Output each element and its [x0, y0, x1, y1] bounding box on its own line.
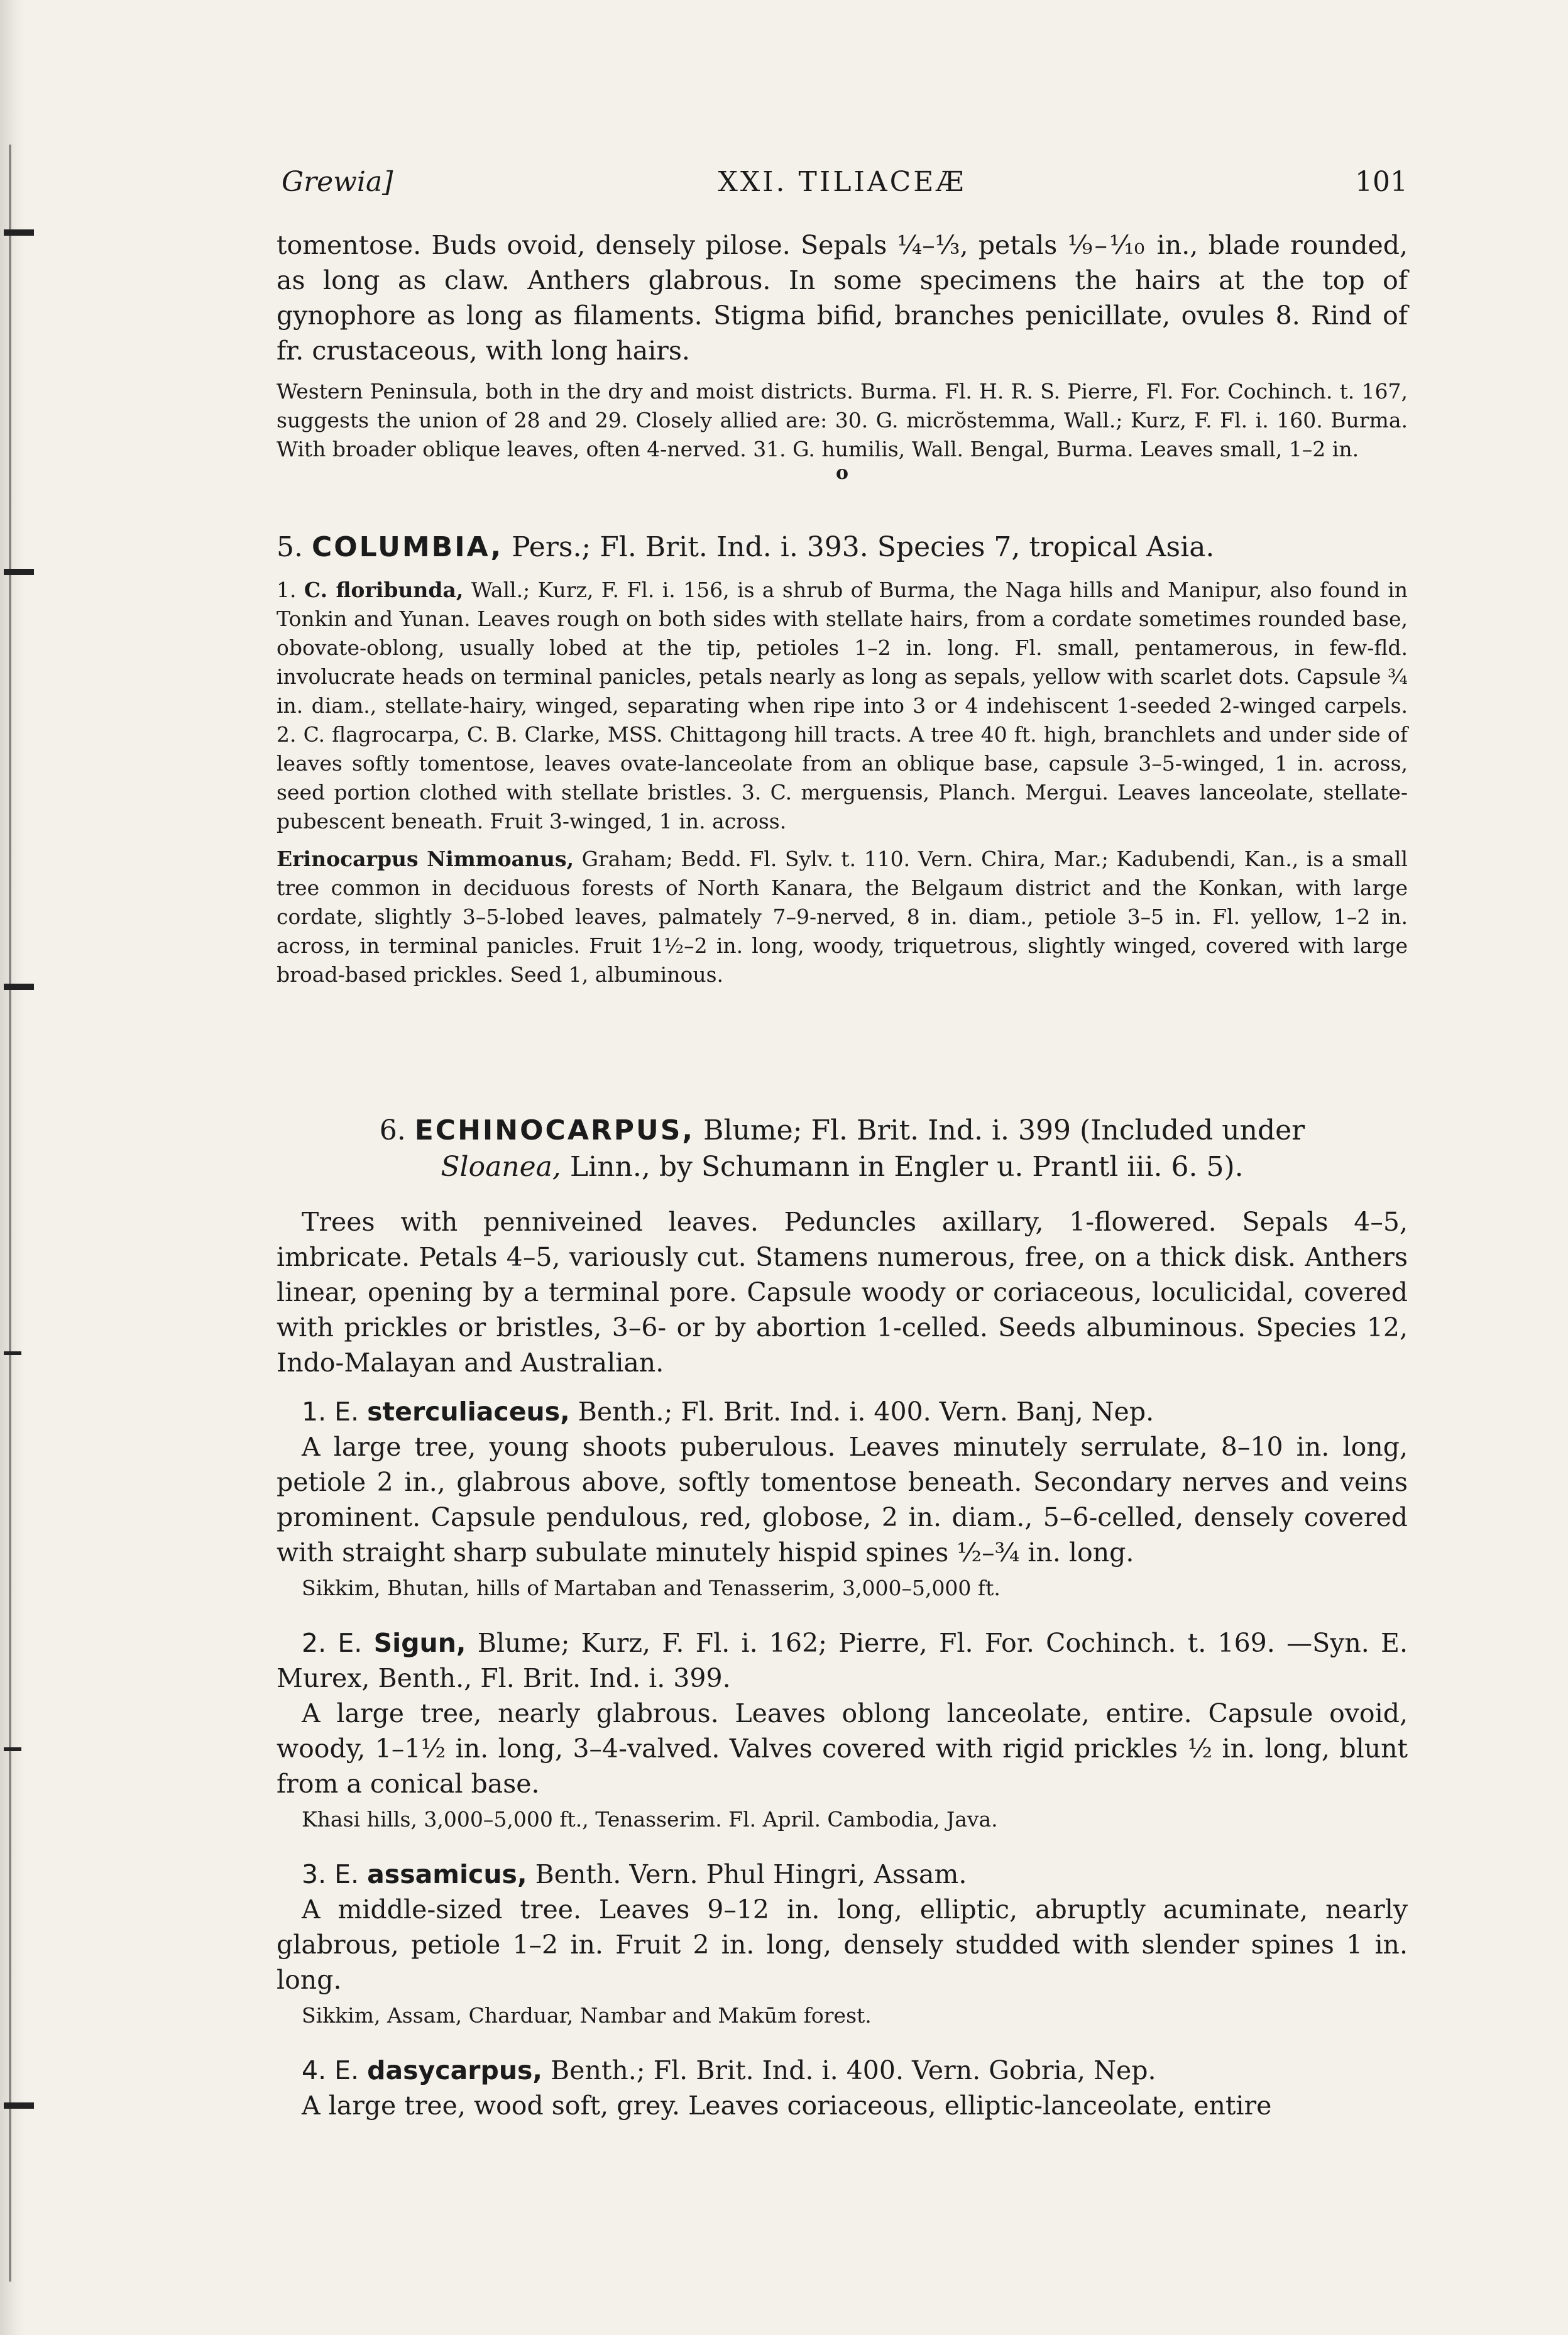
species-description: A large tree, wood soft, grey. Leaves coriaceous, elliptic-lanceolate, entire: [302, 2091, 1272, 2121]
running-header: [277, 166, 1408, 204]
sloanea-name: Sloanea,: [441, 1151, 561, 1183]
species-number: 4. E.: [302, 2055, 359, 2085]
species-name: sterculiaceus,: [367, 1397, 570, 1427]
species-heading: [277, 1625, 1408, 1696]
binding-mark: [4, 229, 34, 236]
erinocarpus-text: Graham; Bedd. Fl. Sylv. t. 110. Vern. Chira, Mar.; Kadubendi, Kan., is a small tree common in deciduous forests of North Kanara, the Belgaum district and the Konkan, with large cordate, slightly 3–5-lobed leaves, palmately 7–9-nerved, 8 in. diam., petiole 3–5 in. Fl. yellow, 1–2 in. across, in terminal panicles. Fruit 1½–2 in. long, woody, triquetrous, slightly winged, covered with large broad-based prickles. Seed 1, albuminous.: [277, 847, 1408, 987]
echinocarpus-section: [277, 1113, 1408, 1380]
echinocarpus-heading-line2: [277, 1149, 1408, 1185]
header-left: Grewia]: [282, 166, 393, 198]
binding-spine: [9, 145, 11, 2282]
echinocarpus-name: ECHINOCARPUS,: [414, 1114, 695, 1146]
species-name: dasycarpus,: [367, 2055, 542, 2085]
echinocarpus-citation-1: Blume; Fl. Brit. Ind. i. 399 (Included under: [703, 1114, 1305, 1146]
erinocarpus-note: [277, 845, 1408, 989]
columbia-section: [277, 529, 1408, 989]
binding-mark: [4, 1351, 21, 1355]
columbia-name: COLUMBIA,: [311, 531, 503, 563]
species-entry: [277, 2053, 1408, 2123]
echinocarpus-heading: [277, 1113, 1408, 1149]
species-entry: [277, 1857, 1408, 2030]
binding-mark: [4, 984, 34, 990]
species-heading: [277, 1394, 1408, 1429]
species-distribution: Khasi hills, 3,000–5,000 ft., Tenasserim. Fl. April. Cambodia, Java.: [302, 1807, 998, 1832]
columbia-body: [277, 576, 1408, 836]
species-heading: [277, 2053, 1408, 2088]
erinocarpus-name: Erinocarpus Nimmoanus,: [277, 847, 574, 871]
ornament: o: [835, 462, 848, 484]
species-number: 2. E.: [302, 1628, 363, 1658]
species-citation: Benth.; Fl. Brit. Ind. i. 400. Vern. Banj, Nep.: [578, 1397, 1154, 1427]
species-citation: Blume; Kurz, F. Fl. i. 162; Pierre, Fl. For. Cochinch. t. 169. —Syn. E. Murex, Benth., Fl. Brit. Ind. i. 399.: [277, 1628, 1408, 1693]
page-number: 101: [1355, 166, 1408, 198]
binding-mark: [4, 1747, 21, 1751]
header-center: XXI. TILIACEÆ: [718, 166, 967, 198]
page-binding-edge: [0, 0, 25, 2335]
species-description: A large tree, nearly glabrous. Leaves oblong lanceolate, entire. Capsule ovoid, woody, 1–1½ in. long, 3–4-valved. Valves covered with rigid prickles ½ in. long, blunt from a conical base.: [277, 1698, 1408, 1799]
binding-mark: [4, 569, 34, 575]
columbia-number: 5.: [277, 531, 303, 563]
columbia-body-number: 1.: [277, 578, 297, 602]
columbia-heading: [277, 529, 1408, 566]
species-distribution: Sikkim, Bhutan, hills of Martaban and Tenasserim, 3,000–5,000 ft.: [302, 1576, 1001, 1600]
species-distribution: Sikkim, Assam, Charduar, Nambar and Makūm forest.: [302, 2003, 872, 2028]
columbia-citation: Pers.; Fl. Brit. Ind. i. 393. Species 7, tropical Asia.: [512, 531, 1215, 563]
species-number: 3. E.: [302, 1859, 359, 1889]
species-number: 1. E.: [302, 1397, 359, 1427]
columbia-body-text: Wall.; Kurz, F. Fl. i. 156, is a shrub of Burma, the Naga hills and Manipur, also found in Tonkin and Yunan. Leaves rough on both sides with stellate hairs, from a cordate sometimes rounded base, obovate-oblong, usually lobed at the tip, petioles 1–2 in. long. Fl. small, pentamerous, in few-fld. involucrate heads on terminal panicles, petals nearly as long as sepals, yellow with scarlet dots. Capsule ¾ in. diam., stellate-hairy, winged, separating when ripe into 3 or 4 indehiscent 1-seeded 2-winged carpels. 2. C. flagrocarpa, C. B. Clarke, MSS. Chittagong hill tracts. A tree 40 ft. high, branchlets and under side of leaves softly tomentose, leaves ovate-lanceolate from an oblique base, capsule 3–5-winged, 1 in. across, seed portion clothed with stellate bristles. 3. C. merguensis, Planch. Mergui. Leaves lanceolate, stellate-pubescent beneath. Fruit 3-winged, 1 in. across.: [277, 578, 1408, 833]
species-citation: Benth. Vern. Phul Hingri, Assam.: [535, 1859, 967, 1889]
echinocarpus-citation-2: Linn., by Schumann in Engler u. Prantl iii. 6. 5).: [569, 1151, 1244, 1183]
columbia-species-name: C. floribunda,: [304, 578, 464, 602]
species-citation: Benth.; Fl. Brit. Ind. i. 400. Vern. Gobria, Nep.: [551, 2055, 1156, 2085]
intro-text: tomentose. Buds ovoid, densely pilose. Sepals ¼–⅓, petals ⅑–⅒ in., blade rounded, as long as claw. Anthers glabrous. In some specimens the hairs at the top of gynophore as long as filaments. Stigma bifid, branches penicillate, ovules 8. Rind of fr. crustaceous, with long hairs.: [277, 230, 1408, 366]
species-entry: [277, 1394, 1408, 1603]
intro-note: Western Peninsula, both in the dry and moist districts. Burma. Fl. H. R. S. Pierre, Fl. For. Cochinch. t. 167, suggests the union of 28 and 29. Closely allied are: 30. G. micrŏstemma, Wall.; Kurz, F. Fl. i. 160. Burma. With broader oblique leaves, often 4-nerved. 31. G. humilis, Wall. Bengal, Burma. Leaves small, 1–2 in.: [277, 379, 1408, 461]
species-entry: [277, 1625, 1408, 1834]
species-description: A middle-sized tree. Leaves 9–12 in. long, elliptic, abruptly acuminate, nearly glabrous, petiole 1–2 in. Fruit 2 in. long, densely studded with slender spines 1 in. long.: [277, 1894, 1408, 1995]
species-heading: [277, 1857, 1408, 1892]
echinocarpus-number: 6.: [379, 1114, 406, 1146]
species-list: [277, 1394, 1408, 2123]
species-name: Sigun,: [373, 1628, 466, 1658]
intro-section: [277, 228, 1408, 483]
species-name: assamicus,: [367, 1859, 527, 1889]
binding-mark: [4, 2102, 34, 2109]
genus-description: Trees with penniveined leaves. Peduncles axillary, 1-flowered. Sepals 4–5, imbricate. Petals 4–5, variously cut. Stamens numerous, free, on a thick disk. Anthers linear, opening by a terminal pore. Capsule woody or coriaceous, loculicidal, covered with prickles or bristles, 3–6- or by abortion 1-celled. Seeds albuminous. Species 12, Indo-Malayan and Australian.: [277, 1207, 1408, 1378]
species-description: A large tree, young shoots puberulous. Leaves minutely serrulate, 8–10 in. long, petiole 2 in., glabrous above, softly tomentose beneath. Secondary nerves and veins prominent. Capsule pendulous, red, globose, 2 in. diam., 5–6-celled, densely covered with straight sharp subulate minutely hispid spines ½–¾ in. long.: [277, 1432, 1408, 1568]
